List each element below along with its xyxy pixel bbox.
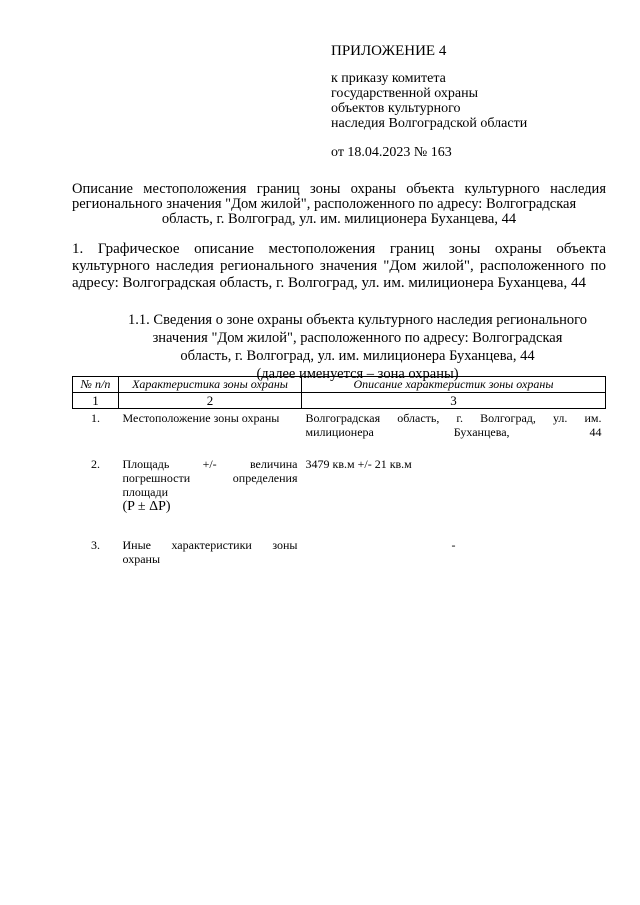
- row-characteristic-text: Площадь +/- величина погрешности определения площади: [122, 457, 298, 499]
- row-description: -: [451, 538, 456, 552]
- header-line: наследия Волгоградской области: [331, 116, 528, 131]
- row-characteristic: Иные характеристики зоны охраны: [122, 538, 298, 566]
- header-line: объектов культурного: [331, 101, 461, 116]
- row-characteristic: Местоположение зоны охраны: [122, 411, 280, 425]
- row-num: 3.: [91, 538, 100, 552]
- subsection-line: область, г. Волгоград, ул. им. милиционера Буханцева, 44: [180, 348, 535, 364]
- document-header: [331, 44, 631, 160]
- subsection-line: (далее именуется – зона охраны): [256, 366, 459, 382]
- header-description: Описание характеристик зоны охраны: [302, 377, 606, 393]
- col-number: 1: [73, 393, 119, 409]
- row-characteristic: [119, 441, 302, 516]
- header-num: № п/п: [73, 377, 119, 393]
- order-date: от 18.04.2023 № 163: [331, 145, 452, 160]
- column-numbers-row: [73, 393, 606, 409]
- subsection-line: 1.1. Сведения о зоне охраны объекта культурного наследия регионального: [128, 312, 587, 328]
- subsection-line: значения "Дом жилой", расположенного по адресу: Волгоградская: [152, 330, 563, 346]
- row-num: 1.: [91, 411, 100, 425]
- title-last-line: область, г. Волгоград, ул. им. милиционера Буханцева, 44: [161, 211, 517, 227]
- document-title: [72, 182, 606, 227]
- subsection-heading: [110, 311, 605, 383]
- appendix-title: ПРИЛОЖЕНИЕ 4: [331, 43, 447, 59]
- area-formula: (P ± ΔP): [122, 499, 171, 514]
- row-description: 3479 кв.м +/- 21 кв.м: [305, 457, 412, 471]
- table-row: [73, 516, 606, 568]
- title-main: Описание местоположения границ зоны охраны объекта культурного наследия регионального значения "Дом жилой", расположенного по адресу: Волгоградская: [72, 181, 606, 212]
- header-line: к приказу комитета: [331, 71, 446, 86]
- protection-zone-table: [72, 376, 606, 568]
- header-characteristic: Характеристика зоны охраны: [119, 377, 302, 393]
- header-line: государственной охраны: [331, 86, 479, 101]
- row-num: 2.: [91, 457, 100, 471]
- section-1-heading: 1. Графическое описание местоположения границ зоны охраны объекта культурного наследия регионального значения "Дом жилой", расположенного по адресу: Волгоградская область, г. Волгоград, ул. им. милиционера Буханцева, 44: [72, 241, 606, 291]
- table-row: [73, 409, 606, 442]
- table-header-row: [73, 377, 606, 393]
- row-description: Волгоградская область, г. Волгоград, ул. им. милиционера Буханцева, 44: [305, 411, 602, 439]
- col-number: 2: [119, 393, 302, 409]
- col-number: 3: [302, 393, 606, 409]
- table-row: [73, 441, 606, 516]
